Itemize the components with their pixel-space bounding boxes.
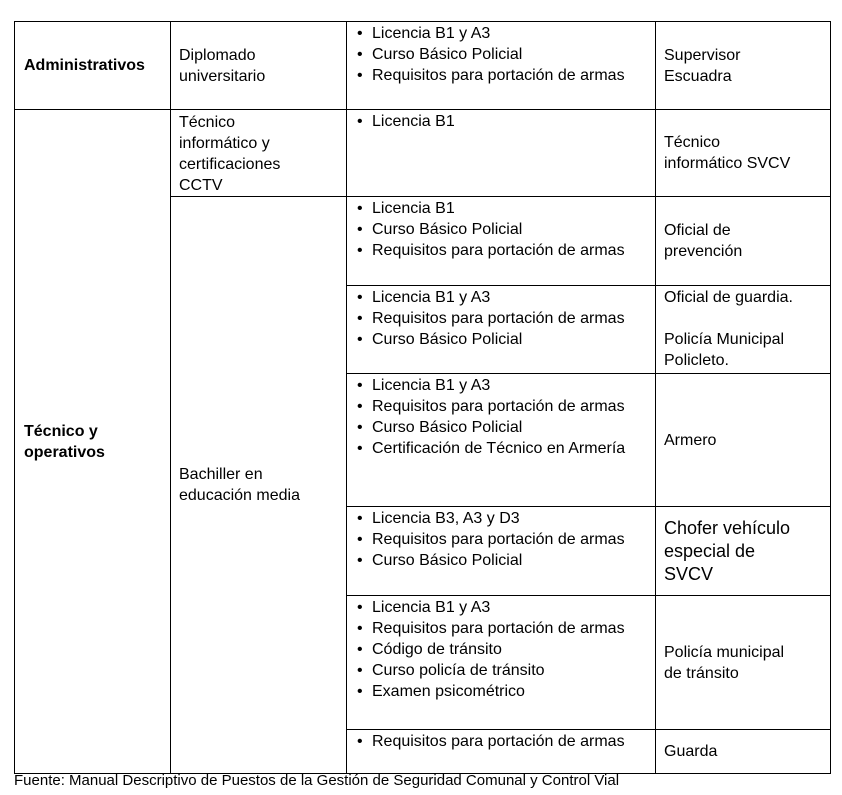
requirement-item: • Curso Básico Policial	[355, 44, 645, 65]
requirement-item: • Licencia B1 y A3	[355, 597, 645, 618]
positions-table	[14, 21, 831, 774]
education-line: certificaciones	[179, 156, 281, 173]
education-line: informático y	[179, 135, 270, 152]
requirements-cell	[347, 22, 656, 110]
requirement-item: • Requisitos para portación de armas	[355, 731, 645, 752]
position-line: Guarda	[664, 743, 718, 760]
requirement-item: • Licencia B1 y A3	[355, 23, 645, 44]
position-line: Armero	[664, 431, 717, 449]
position-line: informático SVCV	[664, 155, 791, 172]
requirement-item: • Código de tránsito	[355, 639, 645, 660]
requirement-item: • Licencia B1	[355, 111, 645, 132]
requirements-cell	[347, 507, 656, 596]
requirement-item: • Curso policía de tránsito	[355, 660, 645, 681]
requirement-item: • Licencia B1	[355, 198, 645, 219]
position-line: prevención	[664, 243, 743, 260]
position-line: Oficial de guardia.	[664, 289, 793, 306]
education-line: educación media	[179, 487, 300, 504]
requirement-item: • Examen psicométrico	[355, 681, 645, 702]
requirements-cell	[347, 596, 656, 730]
education-line: universitario	[179, 67, 266, 85]
source-caption: Fuente: Manual Descriptivo de Puestos de la Gestión de Seguridad Comunal y Control Vial	[14, 772, 620, 789]
requirement-item: • Requisitos para portación de armas	[355, 529, 645, 550]
category-label: operativos	[24, 443, 105, 461]
education-cell	[171, 22, 347, 110]
position-cell	[656, 22, 831, 110]
position-cell	[656, 197, 831, 286]
requirement-item: • Requisitos para portación de armas	[355, 240, 645, 261]
position-line: Policía municipal	[664, 643, 785, 661]
position-line: Técnico	[664, 134, 721, 151]
position-line: especial de	[664, 540, 756, 561]
requirement-item: • Curso Básico Policial	[355, 329, 645, 350]
requirements-cell	[347, 730, 656, 774]
position-line: Escuadra	[664, 67, 732, 85]
position-cell	[656, 110, 831, 197]
requirement-item: • Licencia B1 y A3	[355, 287, 645, 308]
education-line: Bachiller en	[179, 466, 263, 483]
position-line: Oficial de	[664, 222, 731, 239]
education-cell	[171, 197, 347, 774]
position-line: Policleto.	[664, 352, 729, 369]
category-cell	[15, 110, 171, 774]
position-cell	[656, 507, 831, 596]
requirement-item: • Requisitos para portación de armas	[355, 618, 645, 639]
position-cell	[656, 730, 831, 774]
education-cell	[171, 110, 347, 197]
requirement-item: • Certificación de Técnico en Armería	[355, 438, 645, 459]
position-line: de tránsito	[664, 664, 739, 682]
requirements-cell	[347, 110, 656, 197]
education-line: CCTV	[179, 177, 223, 194]
requirement-item: • Requisitos para portación de armas	[355, 396, 645, 417]
position-line: Supervisor	[664, 46, 741, 64]
table-row	[15, 110, 831, 197]
position-cell	[656, 286, 831, 374]
requirement-item: • Requisitos para portación de armas	[355, 65, 645, 86]
requirement-item: • Licencia B3, A3 y D3	[355, 508, 645, 529]
requirements-cell	[347, 286, 656, 374]
education-line: Diplomado	[179, 46, 256, 64]
education-line: Técnico	[179, 114, 236, 131]
requirements-cell	[347, 374, 656, 507]
position-cell	[656, 374, 831, 507]
requirement-item: • Requisitos para portación de armas	[355, 308, 645, 329]
position-line: SVCV	[664, 563, 714, 584]
position-cell	[656, 596, 831, 730]
category-cell	[15, 22, 171, 110]
table-row	[15, 22, 831, 110]
category-label: Administrativos	[24, 57, 145, 74]
requirement-item: • Curso Básico Policial	[355, 550, 645, 571]
requirements-cell	[347, 197, 656, 286]
requirement-item: • Curso Básico Policial	[355, 417, 645, 438]
requirement-item: • Curso Básico Policial	[355, 219, 645, 240]
requirement-item: • Licencia B1 y A3	[355, 375, 645, 396]
position-line: Policía Municipal	[664, 331, 785, 348]
position-line: Chofer vehículo	[664, 517, 791, 538]
category-label: Técnico y	[24, 422, 98, 440]
